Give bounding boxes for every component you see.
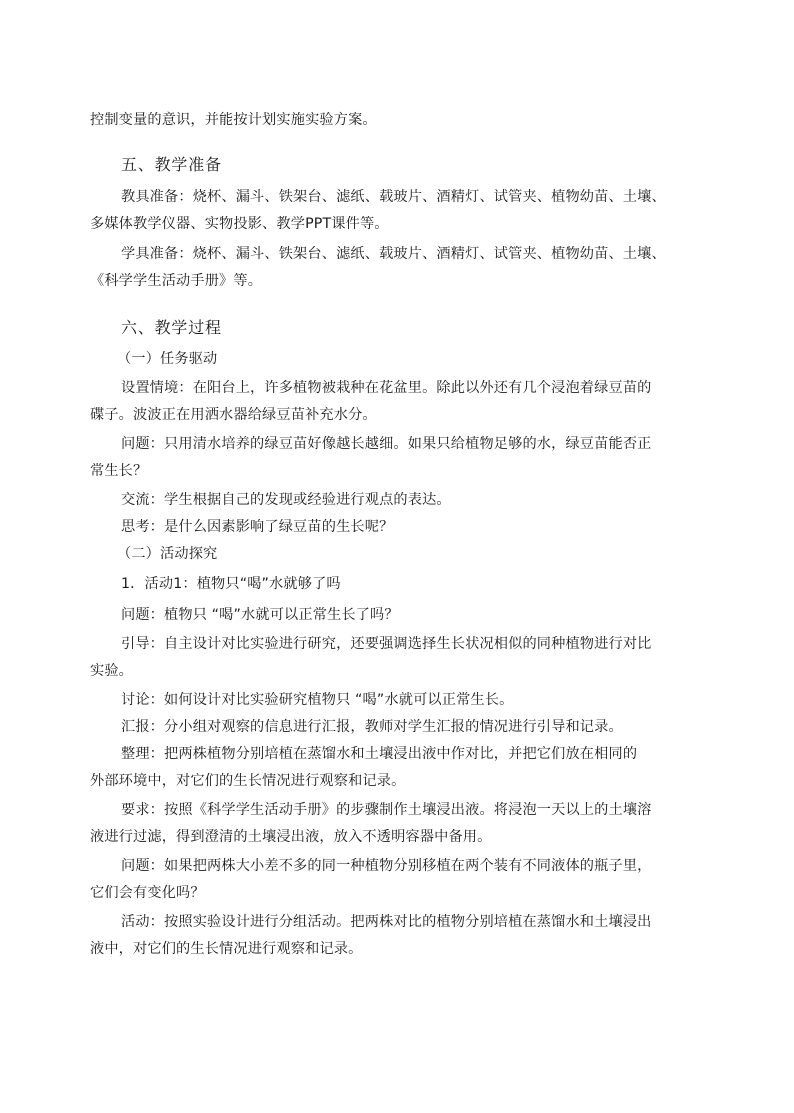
activity1-heading: 1．活动1：植物只“喝”水就够了吗 — [121, 576, 341, 592]
intro-tail-text: 控制变量的意识，并能按计划实施实验方案。 — [90, 112, 377, 128]
require-line-1: 要求：按照《科学学生活动手册》的步骤制作土壤浸出液。将浸泡一天以上的土壤溶 — [121, 802, 652, 818]
question-line-2: 常生长？ — [90, 463, 148, 479]
part1-heading: （一）任务驱动 — [117, 351, 218, 367]
question-line-1: 问题：只用清水培养的绿豆苗好像越长越细。如果只给植物足够的水，绿豆苗能否正 — [121, 436, 652, 452]
section5-heading: 五、教学准备 — [121, 155, 222, 174]
discuss-line: 讨论：如何设计对比实验研究植物只 “喝”水就可以正常生长。 — [121, 692, 514, 708]
section6-heading: 六、教学过程 — [121, 318, 222, 337]
organize-line-1: 整理：把两株植物分别培植在蒸馏水和土壤浸出液中作对比，并把它们放在相同的 — [121, 746, 638, 762]
activity1-question-line: 问题：植物只 “喝”水就可以正常生长了吗？ — [121, 607, 399, 623]
exchange-line: 交流：学生根据自己的发现或经验进行观点的表达。 — [121, 492, 451, 508]
organize-line-2: 外部环境中，对它们的生长情况进行观察和记录。 — [90, 773, 406, 789]
question2-line-2: 它们会有变化吗？ — [90, 885, 205, 901]
part2-heading: （二）活动探究 — [117, 546, 218, 562]
student-prep-line-1: 学具准备：烧杯、漏斗、铁架台、滤纸、载玻片、酒精灯、试管夹、植物幼苗、土壤、 — [121, 246, 666, 262]
activity-line-1: 活动：按照实验设计进行分组活动。把两株对比的植物分别培植在蒸馏水和土壤浸出 — [121, 914, 652, 930]
situation-line-2: 碟子。波波正在用洒水器给绿豆苗补充水分。 — [90, 407, 377, 423]
situation-line-1: 设置情境：在阳台上，许多植物被栽种在花盆里。除此以外还有几个浸泡着绿豆苗的 — [121, 380, 652, 396]
think-line: 思考：是什么因素影响了绿豆苗的生长呢？ — [121, 519, 394, 535]
question2-line-1: 问题：如果把两株大小差不多的同一种植物分别移植在两个装有不同液体的瓶子里， — [121, 858, 652, 874]
student-prep-line-2: 《科学学生活动手册》等。 — [90, 273, 263, 289]
require-line-2: 液进行过滤，得到澄清的土壤浸出液，放入不透明容器中备用。 — [90, 829, 492, 845]
activity-line-2: 液中，对它们的生长情况进行观察和记录。 — [90, 941, 363, 957]
report-line: 汇报：分小组对观察的信息进行汇报，教师对学生汇报的情况进行引导和记录。 — [121, 719, 623, 735]
teacher-prep-line-2: 多媒体教学仪器、实物投影、教学PPT课件等。 — [90, 216, 389, 232]
guide-line-2: 实验。 — [90, 663, 134, 679]
teacher-prep-line-1: 教具准备：烧杯、漏斗、铁架台、滤纸、载玻片、酒精灯、试管夹、植物幼苗、土壤、 — [121, 189, 666, 205]
guide-line-1: 引导：自主设计对比实验进行研究，还要强调选择生长状况相似的同种植物进行对比 — [121, 636, 652, 652]
